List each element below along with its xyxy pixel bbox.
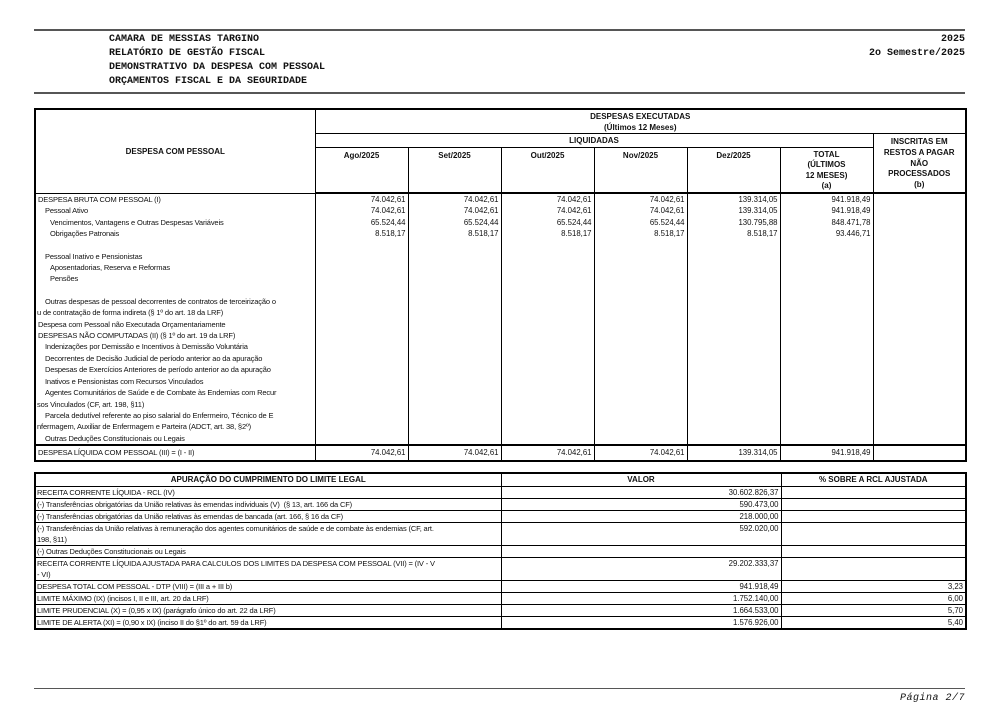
table-row: [35, 285, 966, 296]
cell-value: 65.524,44: [501, 217, 594, 228]
despesas-executadas-line: DESPESAS EXECUTADAS: [590, 111, 691, 121]
cell-value: [501, 296, 594, 319]
cell-value: [315, 319, 408, 330]
cell-value: [687, 410, 780, 433]
row-label: [35, 364, 315, 375]
column-header-month: Ago/2025: [315, 148, 408, 194]
cell-value: [501, 387, 594, 410]
row-label: [35, 511, 501, 523]
row-label-line: (-) Outras Deduções Constitucionais ou Legais: [37, 547, 186, 557]
row-label: [35, 546, 501, 558]
table-row: [35, 499, 966, 511]
cell-value: [687, 273, 780, 284]
table-row: [35, 445, 966, 461]
row-label-line: - VI): [37, 570, 51, 580]
limit-compliance-table: [34, 472, 967, 630]
cell-value: [780, 410, 873, 433]
cell-value: [501, 353, 594, 364]
cell-value: [315, 330, 408, 341]
cell-value: [873, 240, 966, 251]
table-row: [35, 487, 966, 499]
cell-value: 65.524,44: [594, 217, 687, 228]
cell-value: [501, 364, 594, 375]
cell-value: [687, 353, 780, 364]
report-title-line: CAMARA DE MESSIAS TARGINO: [109, 34, 260, 45]
row-label: [35, 205, 315, 216]
column-header-restos-a-pagar: [873, 134, 966, 194]
cell-value: [687, 296, 780, 319]
row-label-line: LIMITE MÁXIMO (IX) (incisos I, II e III, art. 20 da LRF): [37, 594, 209, 604]
cell-value: [687, 364, 780, 375]
row-label-line: Outras Deduções Constitucionais ou Legais: [45, 433, 185, 443]
cell-value: [408, 273, 501, 284]
cell-value: [594, 240, 687, 251]
cell-value: 941.918,49: [780, 445, 873, 461]
cell-value: 74.042,61: [315, 205, 408, 216]
cell-value: [873, 433, 966, 445]
cell-value: [408, 376, 501, 387]
row-label-line: nfermagem, Auxiliar de Enfermagem e Parteira (ADCT, art. 38, §2º): [37, 422, 251, 432]
cell-value: [594, 330, 687, 341]
cell-value: [594, 376, 687, 387]
table-row: [35, 605, 966, 617]
column-header-month: Out/2025: [501, 148, 594, 194]
table-row: [35, 546, 966, 558]
cell-value: 74.042,61: [501, 205, 594, 216]
table-row: [35, 617, 966, 630]
cell-value: [780, 353, 873, 364]
table-row: [35, 330, 966, 341]
cell-value: 74.042,61: [408, 445, 501, 461]
cell-pct-rcl: 6,00: [781, 593, 966, 605]
cell-value: [408, 433, 501, 445]
row-label-line: Outras despesas de pessoal decorrentes de contratos de terceirização o: [45, 296, 276, 306]
row-label: [35, 193, 315, 205]
row-label: [35, 487, 501, 499]
personnel-table-body: [35, 193, 966, 461]
cell-value: [780, 330, 873, 341]
cell-value: [594, 296, 687, 319]
table-row: [35, 251, 966, 262]
cell-value: [501, 262, 594, 273]
cell-value: [687, 433, 780, 445]
restos-header-line: RESTOS A PAGAR: [883, 147, 955, 157]
cell-value: [408, 296, 501, 319]
row-label: [35, 228, 315, 239]
cell-value: [873, 205, 966, 216]
row-label: [35, 262, 315, 273]
cell-value: [315, 285, 408, 296]
cell-value: 130.795,88: [687, 217, 780, 228]
table-row: [35, 273, 966, 284]
row-label-line: Pessoal Inativo e Pensionistas: [45, 251, 143, 261]
header-rule-bottom: [34, 92, 965, 94]
cell-value: [687, 319, 780, 330]
cell-value: [594, 285, 687, 296]
cell-value: [408, 251, 501, 262]
cell-value: [594, 251, 687, 262]
cell-valor: 941.918,49: [501, 581, 781, 593]
column-header-apuracao: APURAÇÃO DO CUMPRIMENTO DO LIMITE LEGAL: [35, 473, 501, 487]
cell-value: [873, 285, 966, 296]
cell-value: [594, 410, 687, 433]
cell-value: [780, 364, 873, 375]
cell-pct-rcl: 5,70: [781, 605, 966, 617]
row-label: [35, 523, 501, 546]
cell-value: 74.042,61: [315, 445, 408, 461]
row-label-line: DESPESA LÍQUIDA COM PESSOAL (III) = (I - II): [38, 448, 195, 458]
cell-value: [687, 285, 780, 296]
cell-value: 65.524,44: [408, 217, 501, 228]
cell-value: [780, 240, 873, 251]
cell-value: 8.518,17: [408, 228, 501, 239]
cell-value: [687, 387, 780, 410]
row-label-line: sos Vinculados (CF, art. 198, §11): [37, 399, 145, 409]
table-row: [35, 387, 966, 410]
personnel-table-header: [35, 109, 966, 193]
table-row: [35, 217, 966, 228]
row-label: [35, 251, 315, 262]
report-title-line: ORÇAMENTOS FISCAL E DA SEGURIDADE: [109, 76, 308, 87]
cell-value: 74.042,61: [315, 193, 408, 205]
table-row: [35, 262, 966, 273]
table-row: [35, 228, 966, 239]
cell-value: [873, 251, 966, 262]
column-header-total: [780, 148, 873, 194]
report-header: [34, 31, 965, 92]
cell-value: [873, 262, 966, 273]
cell-value: [408, 387, 501, 410]
report-title-line: RELATÓRIO DE GESTÃO FISCAL: [109, 48, 266, 59]
cell-value: [315, 433, 408, 445]
cell-value: [873, 387, 966, 410]
row-label-line: LIMITE DE ALERTA (XI) = (0,90 x IX) (inciso II do §1º do art. 59 da LRF): [37, 618, 267, 628]
cell-value: [501, 433, 594, 445]
cell-value: [315, 410, 408, 433]
report-period-block: [869, 33, 965, 61]
limit-table-body: [35, 487, 966, 630]
cell-value: 8.518,17: [594, 228, 687, 239]
cell-value: 74.042,61: [594, 193, 687, 205]
row-label: [35, 558, 501, 581]
table-row: [35, 511, 966, 523]
report-period-line: 2o Semestre/2025: [868, 48, 965, 59]
cell-value: [687, 262, 780, 273]
cell-value: [501, 376, 594, 387]
cell-value: 74.042,61: [501, 193, 594, 205]
row-label-line: Pessoal Ativo: [45, 206, 89, 216]
cell-valor: 29.202.333,37: [501, 558, 781, 581]
cell-value: [594, 387, 687, 410]
column-header-liquidadas: LIQUIDADAS: [315, 134, 873, 148]
column-header-month: Set/2025: [408, 148, 501, 194]
cell-value: [501, 240, 594, 251]
cell-pct-rcl: [781, 523, 966, 546]
cell-value: 74.042,61: [408, 205, 501, 216]
row-label: [35, 319, 315, 330]
report-title-block: [34, 33, 325, 89]
column-header-pct-rcl: % SOBRE A RCL AJUSTADA: [781, 473, 966, 487]
cell-value: 8.518,17: [687, 228, 780, 239]
cell-value: [873, 217, 966, 228]
cell-value: 139.314,05: [687, 205, 780, 216]
cell-value: [780, 433, 873, 445]
cell-value: [873, 341, 966, 352]
cell-value: [315, 251, 408, 262]
cell-value: [408, 353, 501, 364]
cell-pct-rcl: 3,23: [781, 581, 966, 593]
cell-value: [408, 341, 501, 352]
cell-value: [873, 445, 966, 461]
table-row: [35, 353, 966, 364]
cell-value: [873, 364, 966, 375]
cell-value: [594, 353, 687, 364]
cell-value: [780, 376, 873, 387]
row-label: [35, 296, 315, 319]
cell-value: [594, 273, 687, 284]
row-label-line: u de contratação de forma indireta (§ 1º do art. 18 da LRF): [37, 308, 224, 318]
table-row: [35, 193, 966, 205]
report-title-line: DEMONSTRATIVO DA DESPESA COM PESSOAL: [109, 62, 326, 73]
cell-value: [501, 330, 594, 341]
cell-value: [780, 296, 873, 319]
total-header-line: (a): [821, 181, 832, 191]
row-label-line: (-) Transferências obrigatórias da União relativas às emendas individuais (V) (§ 13, art. 166 da CF): [37, 500, 353, 510]
cell-value: [501, 273, 594, 284]
table-row: [35, 523, 966, 546]
report-content: [34, 0, 965, 704]
cell-pct-rcl: [781, 558, 966, 581]
row-label-line: Pensões: [50, 274, 79, 284]
row-label-line: Decorrentes de Decisão Judicial de período anterior ao da apuração: [45, 353, 263, 363]
report-period-line: 2025: [940, 34, 965, 45]
cell-value: [780, 285, 873, 296]
cell-value: 74.042,61: [594, 205, 687, 216]
restos-header-line: INSCRITAS EM: [890, 137, 948, 146]
cell-value: [315, 273, 408, 284]
cell-value: [315, 262, 408, 273]
row-label: [35, 605, 501, 617]
cell-value: [780, 262, 873, 273]
column-header-month: Nov/2025: [594, 148, 687, 194]
page-footer: [34, 688, 965, 704]
cell-value: [501, 251, 594, 262]
row-label-line: Parcela dedutível referente ao piso salarial do Enfermeiro, Técnico de E: [45, 410, 274, 420]
table-row: [35, 341, 966, 352]
cell-valor: 1.664.533,00: [501, 605, 781, 617]
row-label-line: Agentes Comunitários de Saúde e de Combate às Endemias com Recur: [45, 388, 277, 398]
cell-value: [594, 433, 687, 445]
row-label: [35, 330, 315, 341]
row-label-line: Inativos e Pensionistas com Recursos Vinculados: [45, 376, 204, 386]
cell-value: [501, 410, 594, 433]
row-label-line: DESPESA TOTAL COM PESSOAL - DTP (VIII) = (III a + III b): [37, 582, 233, 592]
row-label-line: Despesa com Pessoal não Executada Orçamentariamente: [38, 319, 226, 329]
cell-value: [594, 262, 687, 273]
total-header-line: TOTAL: [813, 150, 840, 159]
cell-value: [873, 319, 966, 330]
row-label: [35, 410, 315, 433]
cell-value: 74.042,61: [408, 193, 501, 205]
row-label-line: RECEITA CORRENTE LÍQUIDA - RCL (IV): [37, 488, 175, 498]
table-row: [35, 581, 966, 593]
cell-value: [873, 410, 966, 433]
cell-value: [687, 240, 780, 251]
column-header-despesa-com-pessoal: DESPESA COM PESSOAL: [35, 109, 315, 193]
cell-value: [315, 240, 408, 251]
row-label-line: Obrigações Patronais: [50, 229, 120, 239]
row-label: [35, 593, 501, 605]
row-label-line: Despesas de Exercícios Anteriores de período anterior ao da apuração: [45, 365, 271, 375]
cell-value: [315, 364, 408, 375]
cell-valor: 1.576.926,00: [501, 617, 781, 630]
total-header-line: 12 MESES): [805, 170, 848, 180]
cell-value: 941.918,49: [780, 205, 873, 216]
cell-value: 139.314,05: [687, 193, 780, 205]
table-row: [35, 433, 966, 445]
cell-value: [315, 387, 408, 410]
table-row: [35, 593, 966, 605]
restos-header-line: NÃO: [910, 158, 929, 168]
cell-value: [315, 341, 408, 352]
restos-header-line: (b): [914, 180, 925, 190]
row-label: [35, 376, 315, 387]
cell-value: [873, 296, 966, 319]
cell-value: [315, 353, 408, 364]
cell-value: [780, 251, 873, 262]
restos-header-line: PROCESSADOS: [888, 169, 951, 179]
row-label-line: LIMITE PRUDENCIAL (X) = (0,95 x IX) (parágrafo único do art. 22 da LRF): [37, 606, 276, 616]
row-label: [35, 353, 315, 364]
cell-value: 8.518,17: [315, 228, 408, 239]
cell-value: [873, 193, 966, 205]
column-header-valor: VALOR: [501, 473, 781, 487]
row-label: [35, 617, 501, 630]
cell-valor: 218.000,00: [501, 511, 781, 523]
cell-value: [873, 376, 966, 387]
cell-value: [873, 228, 966, 239]
row-label: [35, 499, 501, 511]
cell-value: 941.918,49: [780, 193, 873, 205]
row-label-line: (-) Transferências da União relativas à remuneração dos agentes comunitários de saúde e de combate às endemias (CF, art.: [37, 524, 434, 534]
row-label-line: Vencimentos, Vantagens e Outras Despesas Variáveis: [50, 217, 224, 227]
cell-value: [780, 387, 873, 410]
cell-pct-rcl: [781, 499, 966, 511]
cell-value: 65.524,44: [315, 217, 408, 228]
personnel-expense-table: [34, 108, 967, 462]
table-row: [35, 376, 966, 387]
column-header-month: Dez/2025: [687, 148, 780, 194]
cell-value: 74.042,61: [501, 445, 594, 461]
table-row: [35, 240, 966, 251]
row-label: [35, 387, 315, 410]
cell-value: [501, 285, 594, 296]
row-label: [35, 273, 315, 284]
row-label-line: DESPESAS NÃO COMPUTADAS (II) (§ 1º do art. 19 da LRF): [38, 331, 236, 341]
column-header-despesas-executadas: [315, 109, 966, 134]
row-label: [35, 445, 315, 461]
cell-value: [780, 273, 873, 284]
cell-value: [873, 273, 966, 284]
row-label-line: RECEITA CORRENTE LÍQUIDA AJUSTADA PARA CALCULOS DOS LIMITES DA DESPESA COM PESSOAL (VII) = (IV - V: [37, 559, 435, 569]
table-row: [35, 296, 966, 319]
cell-valor: 1.752.140,00: [501, 593, 781, 605]
row-label-line: (-) Transferências obrigatórias da União relativas às emendas de bancada (art. 166, § 16 da CF): [37, 512, 343, 522]
page-number: Página 2/7: [899, 693, 965, 705]
cell-valor: 30.602.826,37: [501, 487, 781, 499]
cell-value: 848.471,78: [780, 217, 873, 228]
cell-value: 139.314,05: [687, 445, 780, 461]
cell-value: [408, 319, 501, 330]
cell-value: [408, 285, 501, 296]
cell-value: [408, 240, 501, 251]
despesas-executadas-subline: (Últimos 12 Meses): [604, 122, 677, 132]
cell-value: [315, 376, 408, 387]
cell-value: [594, 341, 687, 352]
cell-value: [780, 319, 873, 330]
row-label-line: Aposentadorias, Reserva e Reformas: [50, 263, 170, 273]
row-label: [35, 433, 315, 445]
cell-value: [687, 376, 780, 387]
cell-value: 93.446,71: [780, 228, 873, 239]
cell-value: 8.518,17: [501, 228, 594, 239]
cell-value: [315, 296, 408, 319]
table-row: [35, 364, 966, 375]
table-row: [35, 205, 966, 216]
table-row: [35, 558, 966, 581]
cell-value: [873, 353, 966, 364]
row-label-line: DESPESA BRUTA COM PESSOAL (I): [38, 194, 161, 204]
cell-value: [594, 319, 687, 330]
table-row: [35, 319, 966, 330]
cell-value: [780, 341, 873, 352]
row-label: [35, 341, 315, 352]
cell-pct-rcl: [781, 546, 966, 558]
cell-value: [873, 330, 966, 341]
cell-value: [408, 410, 501, 433]
cell-valor: [501, 546, 781, 558]
cell-value: [687, 251, 780, 262]
cell-pct-rcl: [781, 511, 966, 523]
row-label: [35, 240, 315, 251]
cell-value: [501, 319, 594, 330]
cell-pct-rcl: [781, 487, 966, 499]
cell-value: [594, 364, 687, 375]
cell-value: 74.042,61: [594, 445, 687, 461]
total-header-line: (ÚLTIMOS: [807, 160, 846, 170]
cell-pct-rcl: 5,40: [781, 617, 966, 630]
cell-valor: 590.473,00: [501, 499, 781, 511]
limit-table-header: [35, 473, 966, 487]
cell-value: [687, 330, 780, 341]
cell-value: [408, 330, 501, 341]
row-label: [35, 581, 501, 593]
cell-value: [408, 262, 501, 273]
cell-valor: 592.020,00: [501, 523, 781, 546]
cell-value: [501, 341, 594, 352]
row-label-line: 198, §11): [37, 535, 67, 545]
row-label: [35, 217, 315, 228]
cell-value: [408, 364, 501, 375]
table-row: [35, 410, 966, 433]
row-label-line: Indenizações por Demissão e Incentivos à Demissão Voluntária: [45, 342, 248, 352]
cell-value: [687, 341, 780, 352]
row-label: [35, 285, 315, 296]
